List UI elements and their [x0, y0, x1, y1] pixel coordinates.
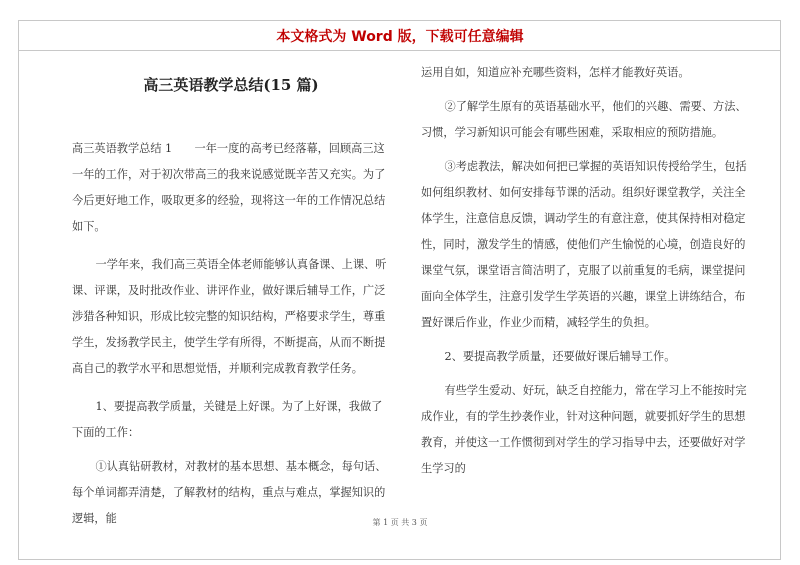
paragraph-step-3: ③考虑教法，解决如何把已掌握的英语知识传授给学生，包括如何组织教材、如何安排每节课的活动。组织好课堂教学，关注全体学生，注意信息反馈，调动学生的有意注意，使其保持相对稳定性，同时，激发学生的情感，使他们产生愉悦的心境，创造良好的课堂气氛，课堂语言简洁明了，克服了以前重复的毛病，课堂提问面向全体学生，注意引发学生学英语的兴趣，课堂上讲练结合，布置好课后作业，作业少而精，减轻学生的负担。	[421, 160, 747, 329]
banner-divider	[18, 50, 781, 51]
format-banner: 本文格式为 Word 版，下载可任意编辑	[276, 29, 524, 45]
page-number: 第 1 页 共 3 页	[372, 518, 428, 527]
paragraph-point-1: 1、要提高教学质量，关键是上好课。为了上好课，我做了下面的工作：	[72, 400, 383, 439]
paragraph-step-1-cont: 运用自如，知道应补充哪些资料，怎样才能教好英语。	[421, 66, 690, 79]
right-column	[421, 60, 751, 482]
paragraph-point-2: 2、要提高教学质量，还要做好课后辅导工作。	[444, 350, 676, 363]
document-title: 高三英语教学总结(15 篇)	[143, 76, 319, 94]
paragraph-step-1: ①认真钻研教材，对教材的基本思想、基本概念，每句话、每个单词都弄清楚，了解教材的结构，重点与难点，掌握知识的逻辑，能	[72, 460, 387, 525]
paragraph-summary: 一学年来，我们高三英语全体老师能够认真备课、上课、听课、评课，及时批改作业、讲评作业，做好课后辅导工作，广泛涉猎各种知识，形成比较完整的知识结构，严格要求学生，尊重学生，发扬教学民主，使学生学有所得，不断提高，从而不断提高自己的教学水平和思想觉悟，并顺利完成教育教学任务。	[72, 258, 387, 375]
left-column	[72, 52, 390, 532]
paragraph-tutoring: 有些学生爱动、好玩，缺乏自控能力，常在学习上不能按时完成作业，有的学生抄袭作业，针对这种问题，就要抓好学生的思想教育，并使这一工作惯彻到对学生的学习指导中去，还要做好对学生学习的	[421, 384, 747, 475]
paragraph-intro: 高三英语教学总结 1 一年一度的高考已经落幕，回顾高三这一年的工作，对于初次带高三的我来说感觉既辛苦又充实。为了今后更好地工作，吸取更多的经验，现将这一年的工作情况总结如下。	[72, 142, 386, 233]
paragraph-step-2: ②了解学生原有的英语基础水平，他们的兴趣、需要、方法、习惯，学习新知识可能会有哪些困难，采取相应的预防措施。	[421, 100, 747, 139]
